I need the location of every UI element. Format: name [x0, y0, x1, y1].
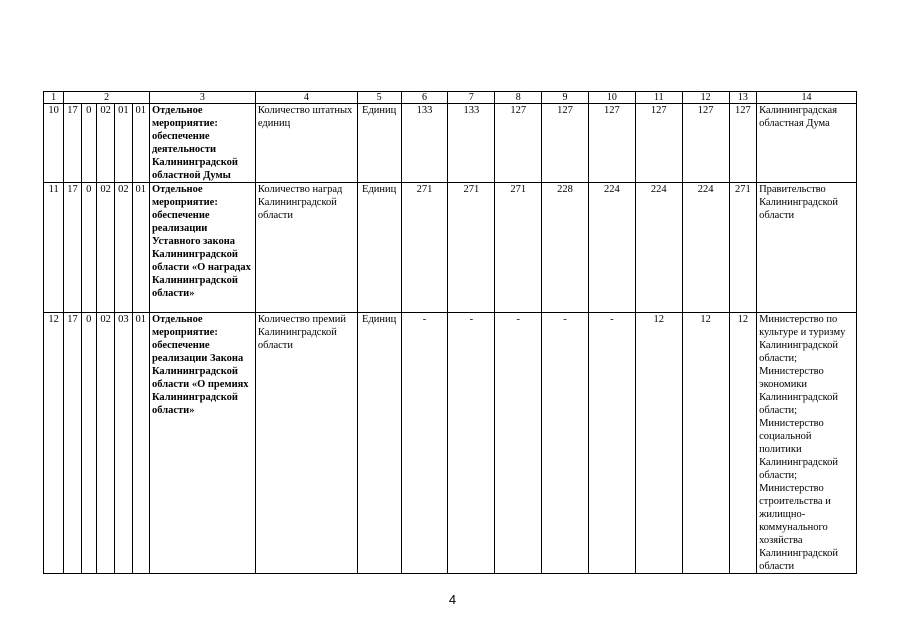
value-cell: 127	[635, 104, 682, 183]
row-number: 11	[44, 183, 64, 313]
page-number: 4	[448, 592, 457, 607]
value-cell: 127	[729, 104, 757, 183]
responsible-cell: Калининградская областная Дума	[757, 104, 857, 183]
code-cell: 01	[132, 313, 149, 574]
header-cell-11: 11	[635, 92, 682, 104]
header-cell-12: 12	[682, 92, 729, 104]
responsible-cell: Министерство по культуре и туризму Калининградской области; Министерство экономики Калининградской области; Министерство социальной политики Калининградской области; Министерство строительства и жилищно-коммунального хозяйства Калининградской области	[757, 313, 857, 574]
unit-cell: Единиц	[357, 104, 401, 183]
indicator-cell: Количество премий Калининградской области	[255, 313, 357, 574]
value-cell: 12	[682, 313, 729, 574]
code-cell: 02	[96, 313, 114, 574]
code-cell: 02	[96, 104, 114, 183]
value-cell: -	[448, 313, 495, 574]
header-cell-10: 10	[588, 92, 635, 104]
value-cell: -	[588, 313, 635, 574]
header-cell-1: 1	[44, 92, 64, 104]
code-cell: 03	[115, 313, 132, 574]
indicator-cell: Количество штатных единиц	[255, 104, 357, 183]
value-cell: 224	[635, 183, 682, 313]
value-cell: 12	[635, 313, 682, 574]
header-cell-2: 2	[64, 92, 150, 104]
unit-cell: Единиц	[357, 313, 401, 574]
value-cell: 271	[495, 183, 542, 313]
header-cell-4: 4	[255, 92, 357, 104]
code-cell: 0	[81, 104, 96, 183]
indicator-cell: Количество наград Калининградской области	[255, 183, 357, 313]
value-cell: 127	[682, 104, 729, 183]
table-row	[44, 313, 857, 574]
value-cell: 271	[401, 183, 448, 313]
table-body	[44, 92, 857, 574]
value-cell: 224	[682, 183, 729, 313]
code-cell: 0	[81, 313, 96, 574]
code-cell: 17	[64, 183, 81, 313]
value-cell: 133	[448, 104, 495, 183]
header-cell-8: 8	[495, 92, 542, 104]
header-cell-3: 3	[149, 92, 255, 104]
header-cell-5: 5	[357, 92, 401, 104]
code-cell: 17	[64, 313, 81, 574]
responsible-cell: Правительство Калининградской области	[757, 183, 857, 313]
code-cell: 17	[64, 104, 81, 183]
value-cell: 127	[588, 104, 635, 183]
table-row	[44, 104, 857, 183]
code-cell: 0	[81, 183, 96, 313]
header-cell-7: 7	[448, 92, 495, 104]
unit-cell: Единиц	[357, 183, 401, 313]
event-cell: Отдельное мероприятие: обеспечение реализации Закона Калининградской области «О премиях Калининградской области»	[149, 313, 255, 574]
header-cell-14: 14	[757, 92, 857, 104]
table-row	[44, 183, 857, 313]
code-cell: 01	[132, 183, 149, 313]
value-cell: -	[495, 313, 542, 574]
code-cell: 02	[96, 183, 114, 313]
value-cell: 228	[542, 183, 589, 313]
header-cell-6: 6	[401, 92, 448, 104]
value-cell: 224	[588, 183, 635, 313]
code-cell: 01	[115, 104, 132, 183]
row-number: 12	[44, 313, 64, 574]
header-cell-9: 9	[542, 92, 589, 104]
program-table	[43, 91, 857, 574]
header-row	[44, 92, 857, 104]
value-cell: 271	[448, 183, 495, 313]
value-cell: -	[401, 313, 448, 574]
event-cell: Отдельное мероприятие: обеспечение деятельности Калининградской областной Думы	[149, 104, 255, 183]
value-cell: 127	[495, 104, 542, 183]
header-cell-13: 13	[729, 92, 757, 104]
value-cell: 127	[542, 104, 589, 183]
value-cell: -	[542, 313, 589, 574]
event-cell: Отдельное мероприятие: обеспечение реализации Уставного закона Калининградской области «О наградах Калининградской области»	[149, 183, 255, 313]
code-cell: 01	[132, 104, 149, 183]
value-cell: 133	[401, 104, 448, 183]
value-cell: 12	[729, 313, 757, 574]
row-number: 10	[44, 104, 64, 183]
value-cell: 271	[729, 183, 757, 313]
code-cell: 02	[115, 183, 132, 313]
